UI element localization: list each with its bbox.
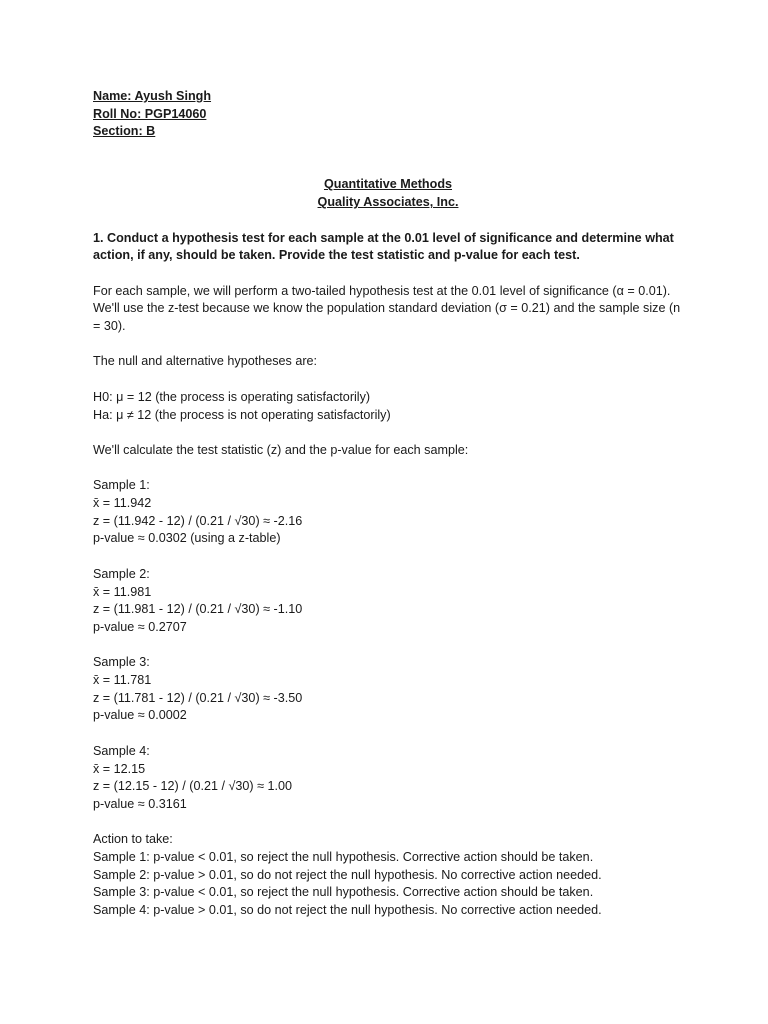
sample-mean: x̄ = 11.981 bbox=[93, 584, 152, 599]
sample-p-value: p-value ≈ 0.0002 bbox=[93, 708, 187, 723]
calculation-intro: We'll calculate the test statistic (z) and the p-value for each sample: bbox=[93, 442, 469, 457]
action-item: Sample 4: p-value > 0.01, so do not reject the null hypothesis. No corrective action needed. bbox=[93, 903, 602, 918]
action-item: Sample 1: p-value < 0.01, so reject the null hypothesis. Corrective action should be taken. bbox=[93, 850, 594, 865]
sample-label: Sample 4: bbox=[93, 743, 150, 758]
sample-p-value: p-value ≈ 0.3161 bbox=[93, 796, 187, 811]
student-info bbox=[93, 88, 683, 141]
sample-block-2 bbox=[93, 566, 683, 637]
action-item: Sample 2: p-value > 0.01, so do not reject the null hypothesis. No corrective action needed. bbox=[93, 867, 602, 882]
sample-block-4 bbox=[93, 743, 683, 814]
sample-label: Sample 3: bbox=[93, 655, 150, 670]
sample-mean: x̄ = 11.781 bbox=[93, 673, 152, 688]
question-text: 1. Conduct a hypothesis test for each sample at the 0.01 level of significance and determine what action, if any, should be taken. Provide the test statistic and p-value for each test. bbox=[93, 230, 674, 263]
sample-p-value: p-value ≈ 0.2707 bbox=[93, 619, 187, 634]
document-page bbox=[93, 88, 683, 920]
alternative-hypothesis: Ha: μ ≠ 12 (the process is not operating satisfactorily) bbox=[93, 407, 391, 422]
case-title: Quality Associates, Inc. bbox=[317, 195, 459, 210]
student-name: Name: Ayush Singh bbox=[93, 89, 212, 103]
sample-mean: x̄ = 11.942 bbox=[93, 496, 152, 511]
action-item: Sample 3: p-value < 0.01, so reject the null hypothesis. Corrective action should be taken. bbox=[93, 885, 594, 900]
sample-block-3 bbox=[93, 654, 683, 725]
roll-number: Roll No: PGP14060 bbox=[93, 106, 207, 121]
document-title bbox=[93, 176, 683, 211]
course-title: Quantitative Methods bbox=[323, 177, 453, 192]
sample-block-1 bbox=[93, 477, 683, 548]
section: Section: B bbox=[93, 124, 156, 139]
action-section bbox=[93, 831, 683, 920]
sample-label: Sample 1: bbox=[93, 478, 150, 493]
action-heading: Action to take: bbox=[93, 832, 173, 847]
sample-z: z = (12.15 - 12) / (0.21 / √30) ≈ 1.00 bbox=[93, 779, 292, 794]
sample-z: z = (11.981 - 12) / (0.21 / √30) ≈ -1.10 bbox=[93, 602, 303, 617]
null-hypothesis: H0: μ = 12 (the process is operating satisfactorily) bbox=[93, 389, 371, 404]
sample-z: z = (11.942 - 12) / (0.21 / √30) ≈ -2.16 bbox=[93, 513, 303, 528]
sample-mean: x̄ = 12.15 bbox=[93, 761, 146, 776]
sample-label: Sample 2: bbox=[93, 566, 150, 581]
hypotheses-intro: The null and alternative hypotheses are: bbox=[93, 354, 318, 369]
sample-z: z = (11.781 - 12) / (0.21 / √30) ≈ -3.50 bbox=[93, 690, 303, 705]
sample-p-value: p-value ≈ 0.0302 (using a z-table) bbox=[93, 531, 281, 546]
intro-paragraph: For each sample, we will perform a two-tailed hypothesis test at the 0.01 level of significance (α = 0.01). We'll use the z-test because we know the population standard deviation (σ = 0.21) and the sample size (n = 30). bbox=[93, 283, 681, 334]
